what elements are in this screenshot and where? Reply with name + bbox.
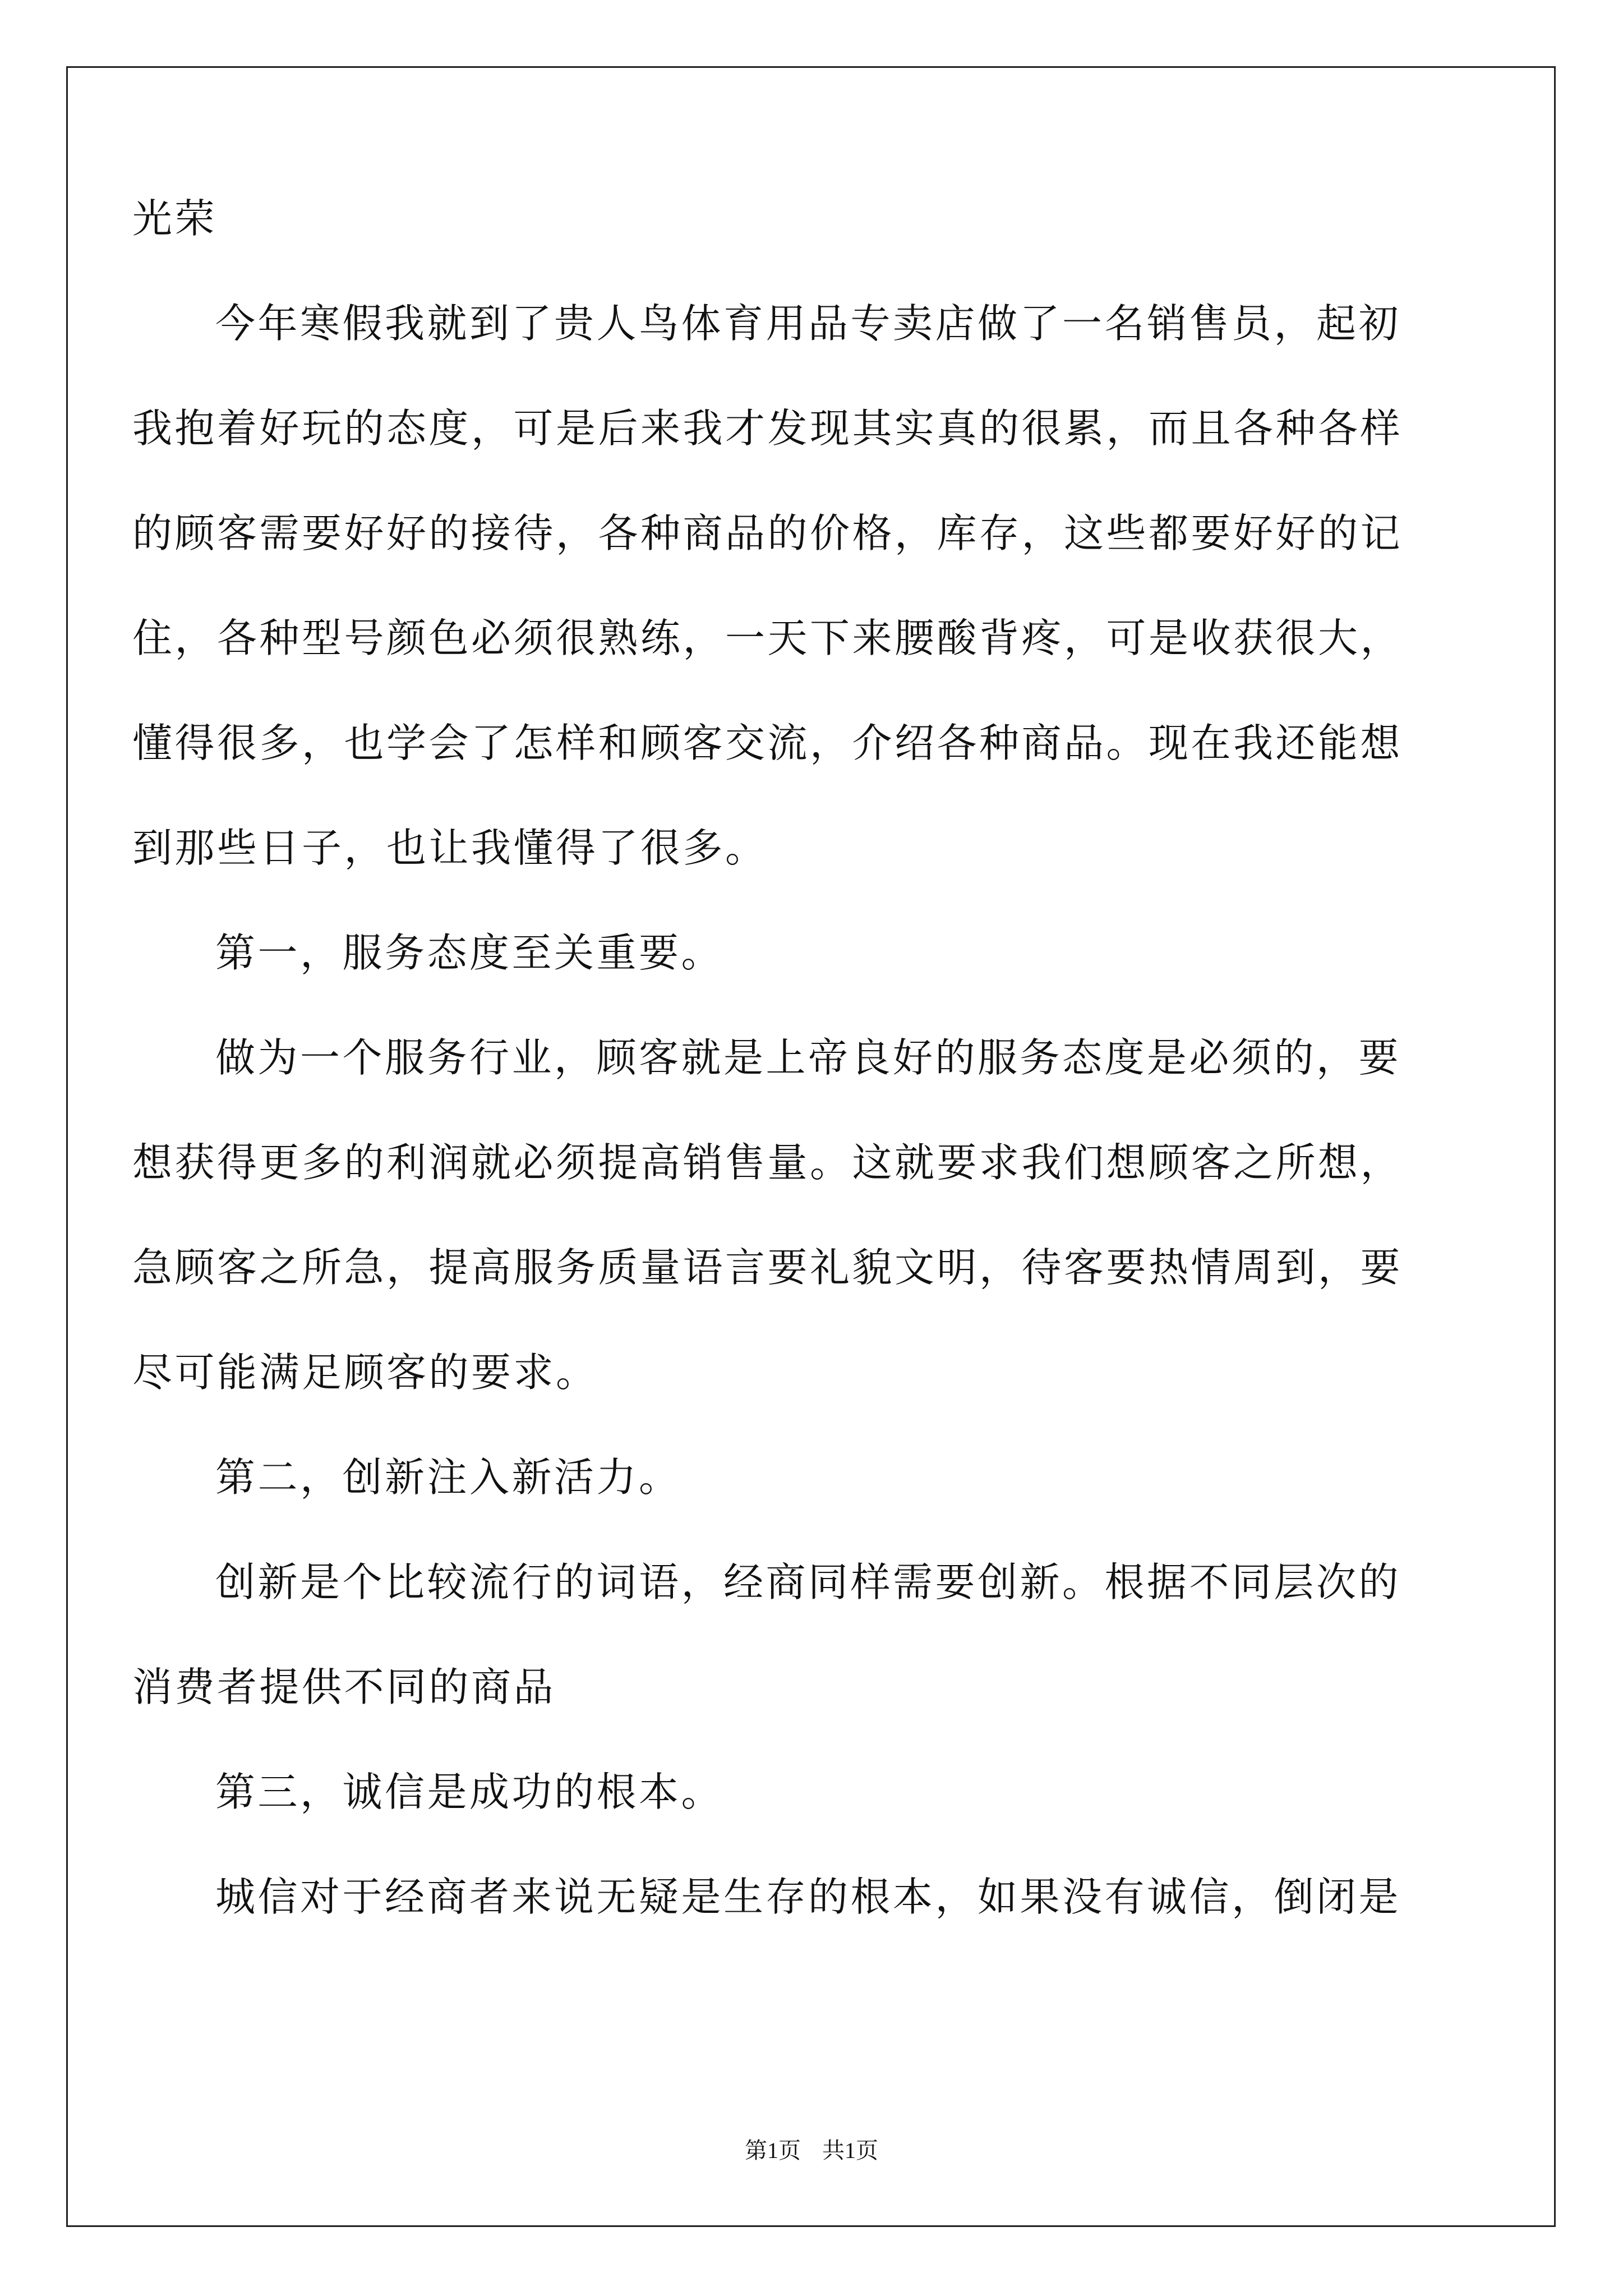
paragraph-line: 懂得很多，也学会了怎样和顾客交流，介绍各种商品。现在我还能想 <box>132 720 1403 766</box>
paragraph-line: 想获得更多的利润就必须提高销售量。这就要求我们想顾客之所想， <box>132 1139 1403 1186</box>
page-number-total: 共1页 <box>822 2138 878 2163</box>
paragraph-line: 做为一个服务行业，顾客就是上帝良好的服务态度是必须的，要 <box>215 1034 1401 1081</box>
paragraph-line: 创新是个比较流行的词语，经商同样需要创新。根据不同层次的 <box>215 1559 1401 1605</box>
paragraph-line: 的顾客需要好好的接待，各种商品的价格，库存，这些都要好好的记 <box>132 510 1403 556</box>
paragraph-line: 我抱着好玩的态度，可是后来我才发现其实真的很累，而且各种各样 <box>132 405 1403 452</box>
page-footer <box>0 2134 1623 2168</box>
section-heading: 第二，创新注入新活力。 <box>215 1454 681 1501</box>
paragraph-line: 住，各种型号颜色必须很熟练，一天下来腰酸背疼，可是收获很大， <box>132 615 1403 661</box>
section-heading: 第三，诚信是成功的根本。 <box>215 1769 724 1815</box>
paragraph-line: 消费者提供不同的商品 <box>132 1664 556 1710</box>
paragraph-line: 城信对于经商者来说无疑是生存的根本，如果没有诚信，倒闭是 <box>215 1874 1401 1920</box>
paragraph-line: 急顾客之所急，提高服务质量语言要礼貌文明，待客要热情周到，要 <box>132 1244 1403 1291</box>
section-heading: 第一，服务态度至关重要。 <box>215 930 724 976</box>
page-number-current: 第1页 <box>745 2138 801 2163</box>
document-heading: 光荣 <box>132 195 218 242</box>
paragraph-line: 尽可能满足顾客的要求。 <box>132 1349 598 1396</box>
paragraph-line: 到那些日子，也让我懂得了很多。 <box>132 825 768 871</box>
paragraph-line: 今年寒假我就到了贵人鸟体育用品专卖店做了一名销售员，起初 <box>215 300 1401 347</box>
